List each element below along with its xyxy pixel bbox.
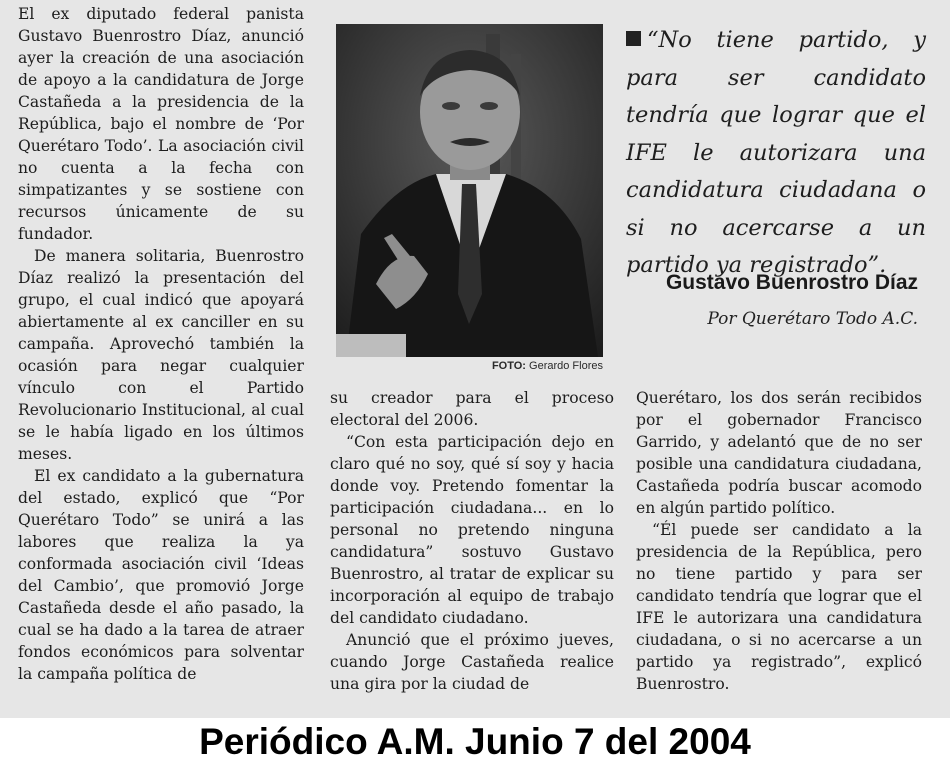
pull-quote-organization: Por Querétaro Todo A.C.	[707, 309, 918, 329]
news-photo	[336, 24, 603, 357]
pull-quote	[626, 22, 926, 285]
paragraph: su creador para el proceso electoral del 2006.	[330, 389, 614, 429]
photo-credit-label: FOTO:	[491, 360, 526, 372]
paragraph: Querétaro, los dos serán recibidos por el gobernador Francisco Garrido, y adelantó que de no ser posible una candidatura ciudadana, Castañeda podría buscar acomodo en algún partido político.	[636, 389, 922, 517]
man-portrait-illustration	[336, 24, 603, 357]
source-caption: Periódico A.M. Junio 7 del 2004	[199, 721, 751, 762]
pull-quote-text: “No tiene partido, y para ser candidato tendría que lograr que el IFE le autorizara una candidatura ciudadana o si no acercarse a un partido ya registrado”.	[626, 27, 926, 278]
photo-credit	[336, 360, 603, 372]
article-column-right	[636, 387, 922, 695]
photo-credit-name: Gerardo Flores	[529, 360, 603, 372]
article-column-middle	[330, 387, 614, 695]
paragraph: “Con esta participación dejo en claro qué no soy, qué sí soy y hacia donde voy. Pretendo fomentar la participación ciudadana... en lo personal no pretendo ninguna candidatura” sostuvo Gustavo Buenrostro, al tratar de explicar su incorporación al equipo de trabajo del candidato ciudadano.	[330, 433, 614, 627]
square-bullet-icon	[626, 31, 641, 46]
article-column-left	[18, 3, 304, 685]
paragraph: El ex diputado federal panista Gustavo Buenrostro Díaz, anunció ayer la creación de una asociación de apoyo a la candidatura de Jorge Castañeda a la presidencia de la República, bajo el nombre de ‘Por Querétaro Todo’. La asociación civil no cuenta a la fecha con simpatizantes y se sostiene con recursos únicamente de su fundador.	[18, 5, 304, 243]
paragraph: “Él puede ser candidato a la presidencia de la República, pero no tiene partido y para ser candidato tendría que lograr que el IFE le autorizara una candidatura ciudadana, o si no acercarse a un partido ya registrado”, explicó Buenrostro.	[636, 521, 922, 693]
paragraph: El ex candidato a la gubernatura del estado, explicó que “Por Querétaro Todo” se unirá a las labores que realiza la ya conformada asociación civil ‘Ideas del Cambio’, que promovió Jorge Castañeda desde el año pasado, la cual se ha dado a la tarea de atraer fondos económicos para solventar la campaña política de	[18, 467, 304, 683]
paragraph: De manera solitaria, Buenrostro Díaz realizó la presentación del grupo, el cual indicó que apoyará abiertamente al ex canciller en su campaña. Aprovechó también la ocasión para negar cualquier vínculo con el Partido Revolucionario Institucional, al cual se le había ligado en los últimos meses.	[18, 247, 304, 463]
pull-quote-author: Gustavo Buenrostro Díaz	[665, 271, 918, 294]
paragraph: Anunció que el próximo jueves, cuando Jorge Castañeda realice una gira por la ciudad de	[330, 631, 614, 693]
